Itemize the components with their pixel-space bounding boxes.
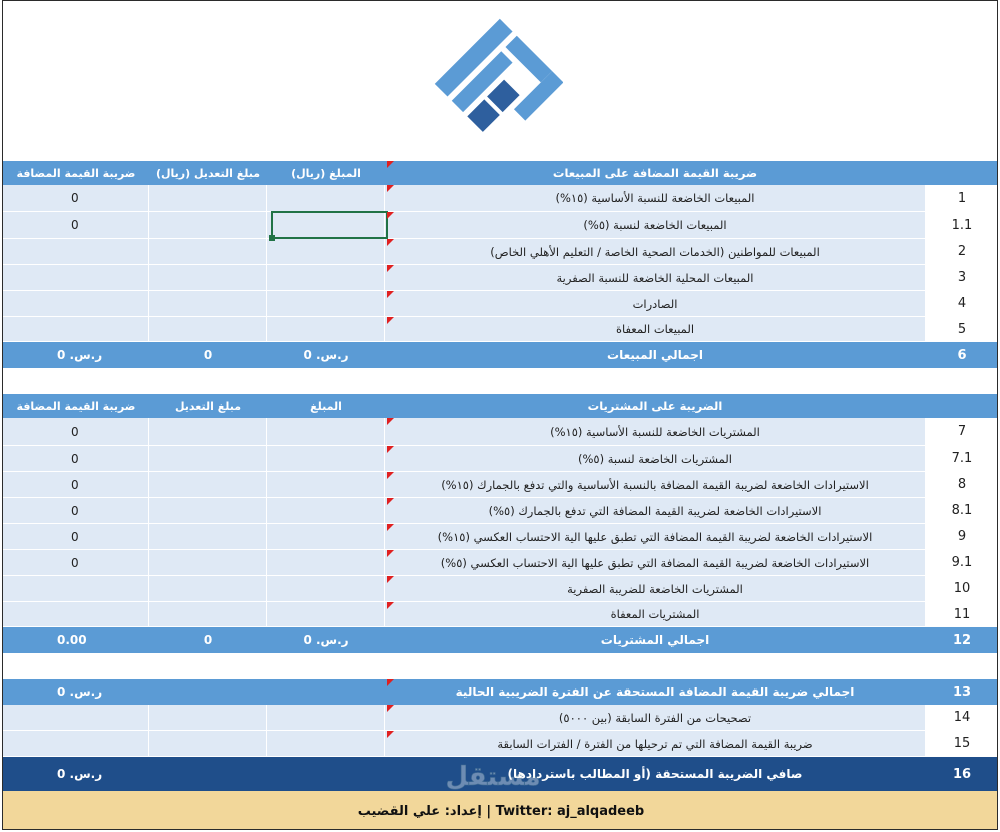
net-vat-value: ر.س. 0 (57, 767, 103, 781)
row-description: المبيعات المعفاة (385, 317, 925, 342)
watermark-logo (433, 753, 553, 813)
sales-row-1-1[interactable] (3, 212, 998, 239)
sales-total-adjust: 0 (203, 348, 213, 362)
row-description: المشتريات الخاضعة لنسبة (٥%) (385, 446, 925, 472)
vat-cell[interactable] (3, 705, 149, 731)
vat-cell[interactable]: 0 (3, 498, 149, 524)
sales-header-amount: المبلغ (ريال) (291, 166, 361, 180)
comment-marker[interactable] (387, 265, 394, 272)
vat-cell[interactable] (3, 731, 149, 757)
amount-cell[interactable] (267, 446, 385, 472)
row-number: 14 (925, 705, 998, 731)
row-description: المبيعات المحلية الخاضعة للنسبة الصفرية (385, 265, 925, 291)
vat-cell[interactable] (3, 239, 149, 265)
vat-cell[interactable]: 0 (3, 524, 149, 550)
fill-handle[interactable] (269, 235, 275, 241)
selected-cell-outline[interactable] (271, 211, 388, 239)
sales-header-title: ضريبة القيمة المضافة على المبيعات (552, 166, 758, 180)
comment-marker[interactable] (387, 679, 394, 686)
purchases-row-8[interactable] (3, 472, 998, 498)
purchases-row-10[interactable] (3, 576, 998, 602)
row-description: المشتريات الخاضعة للنسبة الأساسية (١٥%) (385, 418, 925, 446)
adjust-cell (149, 757, 267, 791)
purchases-total-label: اجمالي المشتريات (600, 633, 710, 647)
sales-header-adjust: مبلغ التعديل (ريال) (155, 166, 261, 180)
credit-text: إعداد: علي القضيب | Twitter: aj_alqadeeb (357, 803, 645, 819)
vat-cell[interactable]: 0 (3, 446, 149, 472)
row-description: الاستيرادات الخاضعة لضريبة القيمة المضافة التي تطبق عليها الية الاحتساب العكسي (٥%) (385, 550, 925, 576)
adjust-cell[interactable] (149, 418, 267, 446)
row-number: 12 (952, 632, 972, 648)
sales-row-2[interactable] (3, 239, 998, 265)
adjust-cell (149, 679, 267, 705)
adjust-cell[interactable] (149, 185, 267, 212)
vat-cell[interactable]: 0 (3, 550, 149, 576)
row-number: 1 (925, 185, 998, 212)
purchases-row-9[interactable] (3, 524, 998, 550)
amount-cell[interactable] (267, 731, 385, 757)
row-description: الاستيرادات الخاضعة لضريبة القيمة المضافة التي تدفع بالجمارك (٥%) (385, 498, 925, 524)
vat-cell[interactable]: 0 (3, 185, 149, 212)
amount-cell[interactable] (267, 265, 385, 291)
purchases-total-amount: ر.س. 0 (303, 633, 349, 647)
purchases-header-vat: ضريبة القيمة المضافة (16, 399, 136, 413)
watermark-text: مستقل (445, 762, 541, 792)
amount-cell (267, 757, 385, 791)
row-number: 9.1 (925, 550, 998, 576)
adjust-cell[interactable] (149, 550, 267, 576)
row-number: 10 (925, 576, 998, 602)
row-description: المبيعات الخاضعة لنسبة (٥%) (385, 212, 925, 239)
amount-cell[interactable] (267, 291, 385, 317)
vat-cell[interactable]: 0 (3, 418, 149, 446)
vat-cell[interactable]: 0 (3, 472, 149, 498)
purchases-row-8-1[interactable] (3, 498, 998, 524)
vat-due-row (3, 679, 998, 705)
vat-cell[interactable]: 0 (3, 212, 149, 239)
comment-marker[interactable] (387, 239, 394, 246)
amount-cell[interactable] (267, 498, 385, 524)
row-number: 7 (925, 418, 998, 446)
row-description: المبيعات الخاضعة للنسبة الأساسية (١٥%) (385, 185, 925, 212)
comment-marker[interactable] (387, 498, 394, 505)
sales-header-vat: ضريبة القيمة المضافة (16, 166, 136, 180)
row-description: المبيعات للمواطنين (الخدمات الصحية الخاصة / التعليم الأهلي الخاص) (385, 239, 925, 265)
purchases-total-vat: 0.00 (57, 633, 87, 647)
vat-due-value: ر.س. 0 (57, 685, 103, 699)
adjust-cell[interactable] (149, 317, 267, 342)
row-description: الاستيرادات الخاضعة لضريبة القيمة المضافة التي تطبق عليها الية الاحتساب العكسي (١٥%) (385, 524, 925, 550)
comment-marker[interactable] (387, 291, 394, 298)
row-description: المشتريات المعفاة (385, 602, 925, 627)
sales-total-amount: ر.س. 0 (303, 348, 349, 362)
amount-cell[interactable] (267, 550, 385, 576)
adjust-cell[interactable] (149, 705, 267, 731)
amount-cell[interactable] (267, 317, 385, 342)
row-number: 1.1 (925, 212, 998, 239)
purchases-header-title: الضريبة على المشتريات (587, 399, 723, 413)
corrections-row[interactable] (3, 705, 998, 731)
sales-row-5[interactable] (3, 317, 998, 342)
purchases-row-7[interactable] (3, 418, 998, 446)
sales-total-row (3, 342, 998, 368)
adjust-cell[interactable] (149, 265, 267, 291)
vat-cell[interactable] (3, 265, 149, 291)
comment-marker[interactable] (387, 418, 394, 425)
row-description: الصادرات (385, 291, 925, 317)
adjust-cell[interactable] (149, 576, 267, 602)
vat-cell[interactable] (3, 291, 149, 317)
sales-header-num (925, 161, 998, 185)
vat-cell[interactable] (3, 317, 149, 342)
comment-marker[interactable] (387, 212, 394, 219)
vat-cell[interactable] (3, 576, 149, 602)
purchases-total-row (3, 627, 998, 653)
row-number: 8 (925, 472, 998, 498)
adjust-cell[interactable] (149, 446, 267, 472)
amount-cell[interactable] (267, 705, 385, 731)
comment-marker[interactable] (387, 472, 394, 479)
vat-due-label: اجمالي ضريبة القيمة المضافة المستحقة عن الفترة الضريبية الحالية (455, 685, 855, 699)
row-number: 6 (957, 347, 967, 363)
row-number: 9 (925, 524, 998, 550)
purchases-header-amount: المبلغ (310, 399, 342, 413)
comment-marker[interactable] (387, 705, 394, 712)
row-number: 5 (925, 317, 998, 342)
adjust-cell[interactable] (149, 239, 267, 265)
row-number: 7.1 (925, 446, 998, 472)
row-number: 13 (952, 684, 972, 700)
row-description: ضريبة القيمة المضافة التي تم ترحيلها من الفترة / الفترات السابقة (385, 731, 925, 757)
adjust-cell[interactable] (149, 498, 267, 524)
purchases-header-adjust: مبلغ التعديل (174, 399, 242, 413)
amount-cell[interactable] (267, 576, 385, 602)
sales-row-3[interactable] (3, 265, 998, 291)
purchases-row-7-1[interactable] (3, 446, 998, 472)
amount-cell[interactable] (267, 239, 385, 265)
amount-cell[interactable] (267, 602, 385, 627)
amount-cell[interactable] (267, 524, 385, 550)
comment-marker[interactable] (387, 446, 394, 453)
row-number: 3 (925, 265, 998, 291)
row-description: الاستيرادات الخاضعة لضريبة القيمة المضافة بالنسبة الأساسية والتي تدفع بالجمارك (١٥%) (385, 472, 925, 498)
adjust-cell[interactable] (149, 291, 267, 317)
vat-cell[interactable] (3, 602, 149, 627)
comment-marker[interactable] (387, 317, 394, 324)
row-number: 16 (952, 766, 972, 782)
purchases-header-row (3, 394, 998, 418)
adjust-cell[interactable] (149, 212, 267, 239)
adjust-cell[interactable] (149, 524, 267, 550)
adjust-cell[interactable] (149, 472, 267, 498)
vat-return-sheet (2, 0, 998, 830)
row-number: 2 (925, 239, 998, 265)
row-number: 4 (925, 291, 998, 317)
comment-marker[interactable] (387, 161, 394, 168)
sales-row-1[interactable] (3, 185, 998, 212)
net-vat-label: صافي الضريبة المستحقة (أو المطالب باستردادها) (507, 767, 803, 781)
row-description: تصحيحات من الفترة السابقة (بين ٥٠٠٠) (385, 705, 925, 731)
row-number: 8.1 (925, 498, 998, 524)
purchases-total-adjust: 0 (203, 633, 213, 647)
company-logo (431, 17, 563, 145)
purchases-row-11[interactable] (3, 602, 998, 627)
adjust-cell[interactable] (149, 731, 267, 757)
purchases-header-num (925, 394, 998, 418)
amount-cell[interactable] (267, 472, 385, 498)
row-description: المشتريات الخاضعة للضريبة الصفرية (385, 576, 925, 602)
comment-marker[interactable] (387, 576, 394, 583)
sales-header-row (3, 161, 998, 185)
sales-row-4[interactable] (3, 291, 998, 317)
amount-cell[interactable] (267, 185, 385, 212)
comment-marker[interactable] (387, 731, 394, 738)
adjust-cell[interactable] (149, 602, 267, 627)
row-number: 15 (925, 731, 998, 757)
sales-total-label: اجمالي المبيعات (607, 348, 703, 362)
comment-marker[interactable] (387, 550, 394, 557)
comment-marker[interactable] (387, 524, 394, 531)
amount-cell[interactable] (267, 418, 385, 446)
comment-marker[interactable] (387, 602, 394, 609)
comment-marker[interactable] (387, 185, 394, 192)
amount-cell (267, 679, 385, 705)
row-number: 11 (925, 602, 998, 627)
purchases-row-9-1[interactable] (3, 550, 998, 576)
sales-total-vat: ر.س. 0 (57, 348, 103, 362)
